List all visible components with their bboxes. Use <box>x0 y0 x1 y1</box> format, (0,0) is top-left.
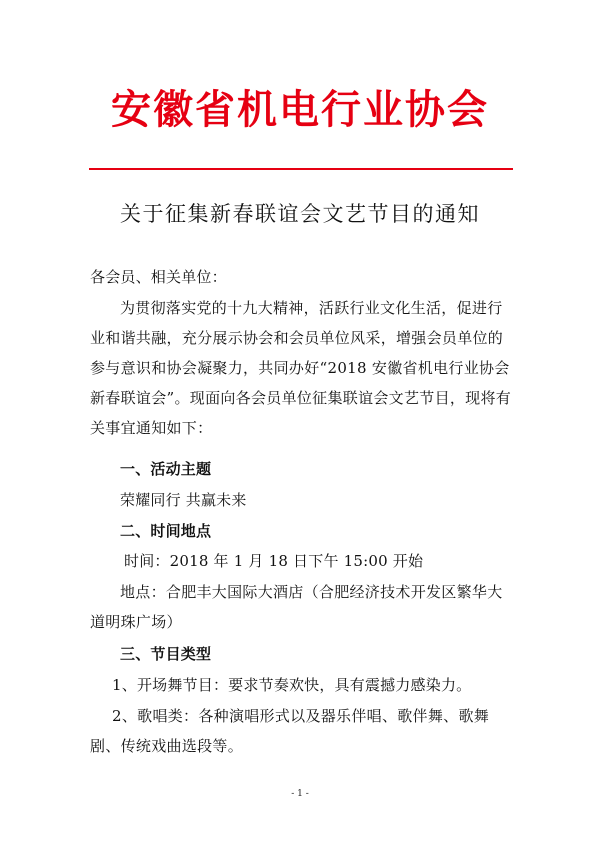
letterhead-divider <box>89 168 513 170</box>
notice-title: 关于征集新春联谊会文艺节目的通知 <box>120 202 480 226</box>
event-time: 时间：2018 年 1 月 18 日下午 15:00 开始 <box>124 552 424 570</box>
page-number: - 1 - <box>291 789 309 799</box>
letterhead-organization-name: 安徽省机电行业协会 <box>111 86 489 133</box>
salutation: 各会员、相关单位： <box>90 268 227 286</box>
program-type-opening-dance: 1、开场舞节目：要求节奏欢快，具有震撼力感染力。 <box>112 676 472 694</box>
program-type-singing: 2、歌唱类：各种演唱形式以及器乐伴唱、歌伴舞、歌舞剧、传统戏曲选段等。 <box>90 707 490 755</box>
intro-paragraph: 为贯彻落实党的十九大精神，活跃行业文化生活，促进行业和谐共融，充分展示协会和会员单位风采，增强会员单位的参与意识和协会凝聚力，共同办好“2018 安徽省机电行业协会新春联谊会”。现面向各会员单位征集联谊会文艺节目，现将有关事宜通知如下： <box>90 299 512 437</box>
event-location: 地点：合肥丰大国际大酒店（合肥经济技术开发区繁华大道明珠广场） <box>90 583 503 631</box>
section-heading-program-types: 三、节目类型 <box>120 645 212 663</box>
theme-text: 荣耀同行 共赢未来 <box>120 491 247 509</box>
section-heading-time-place: 二、时间地点 <box>120 522 212 540</box>
section-heading-theme: 一、活动主题 <box>120 460 212 478</box>
